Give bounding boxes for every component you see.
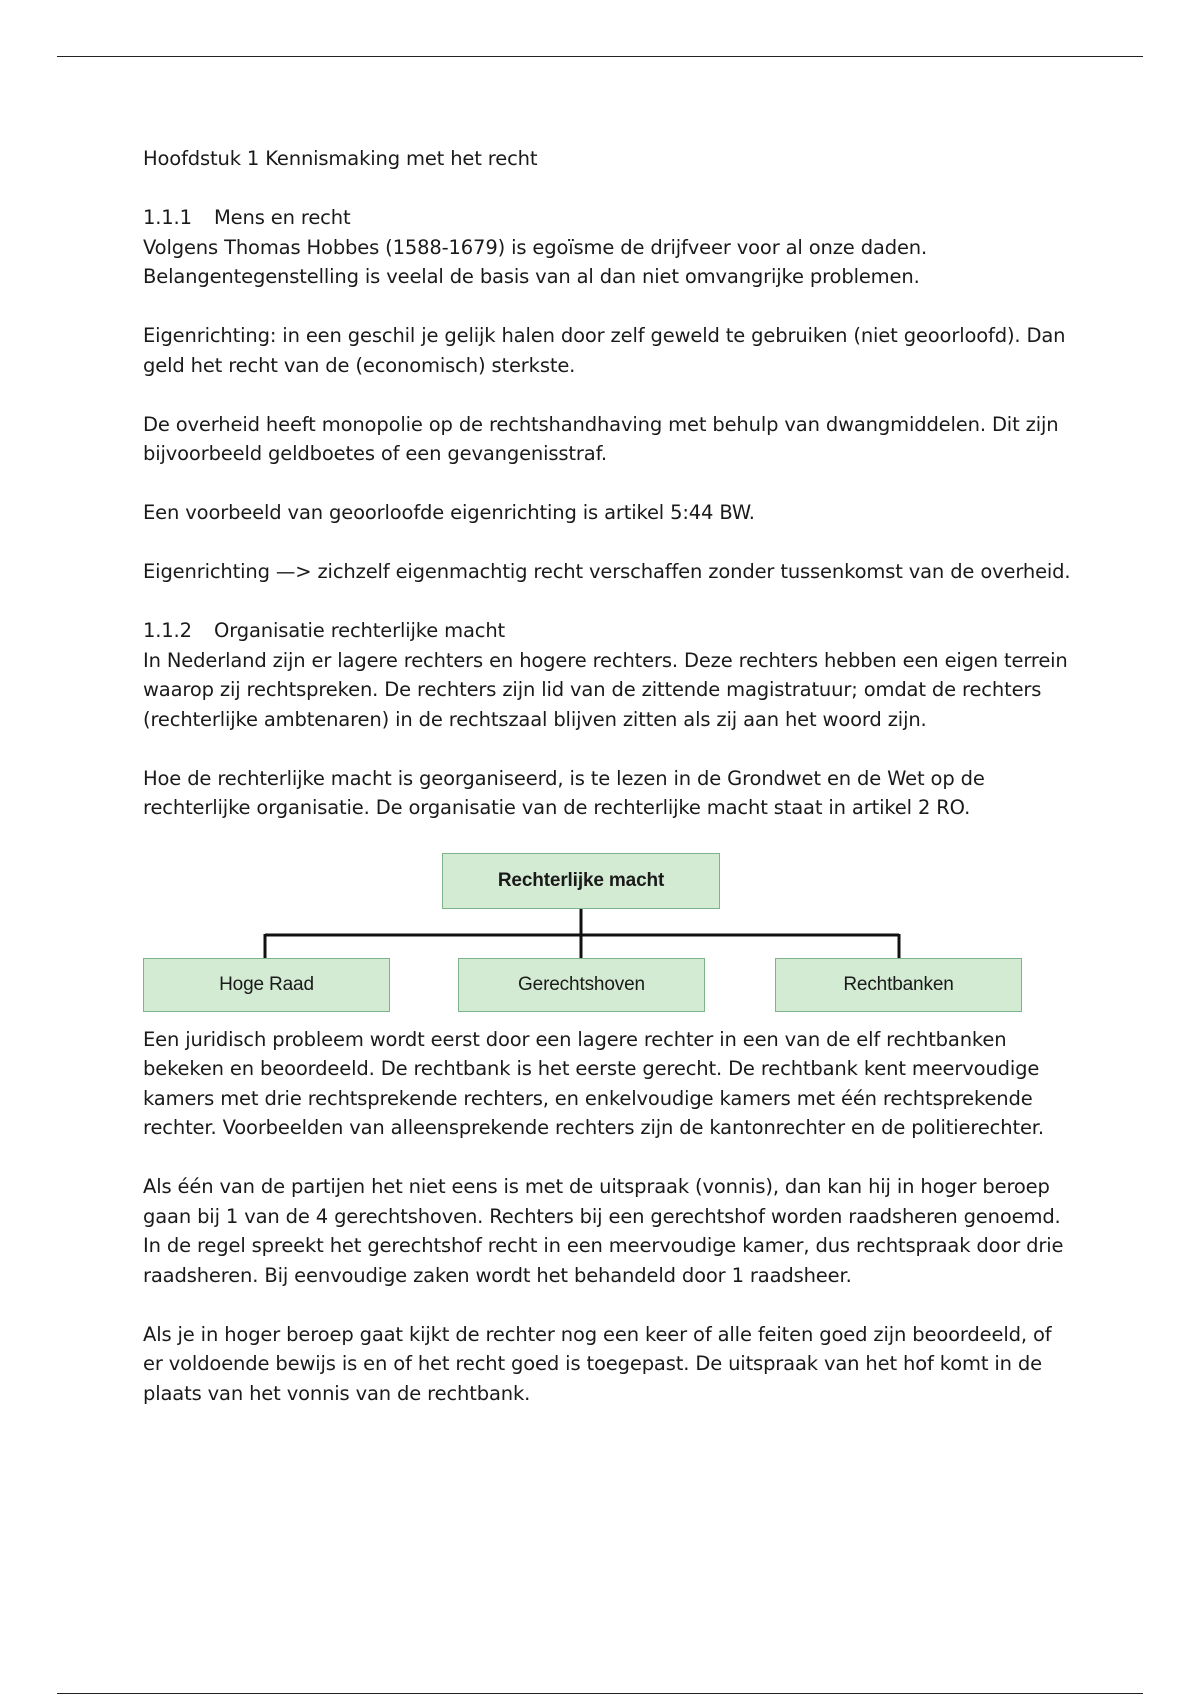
header-rule [57,56,1143,57]
paragraph: Een juridisch probleem wordt eerst door een lagere rechter in een van de elf rechtbanken bekeken en beoordeeld. De rechtbank is het eerste gerecht. De rechtbank kent meervoudige kamers met drie rechtsprekende rechters, en enkelvoudige kamers met één rechtsprekende rechter. Voorbeelden van alleensprekende rechters zijn de kantonrechter en de politierechter. [143,1027,1044,1139]
spacer [143,734,1073,764]
section-heading-1-1-1 [143,203,1073,233]
paragraph: Als je in hoger beroep gaat kijkt de rechter nog een keer of alle feiten goed zijn beoordeeld, of er voldoende bewijs is en of het recht goed is toegepast. De uitspraak van het hof komt in de plaats van het vonnis van de rechtbank. [143,1322,1052,1405]
section-title: Mens en recht [214,206,351,229]
spacer [143,1290,1073,1320]
document-body [143,144,1073,1408]
paragraph: Volgens Thomas Hobbes (1588-1679) is egoïsme de drijfveer voor al onze daden. Belangentegenstelling is veelal de basis van al dan niet omvangrijke problemen. [143,235,928,288]
spacer [143,587,1073,617]
spacer [143,292,1073,322]
section-number: 1.1.1 [143,206,192,229]
org-root-box: Rechterlijke macht [442,853,720,909]
spacer [143,174,1073,204]
paragraph: Als één van de partijen het niet eens is met de uitspraak (vonnis), dan kan hij in hoger beroep gaan bij 1 van de 4 gerechtshoven. Rechters bij een gerechtshof worden raadsheren genoemd. In de regel spreekt het gerechtshof recht in een meervoudige kamer, dus rechtspraak door drie raadsheren. Bij eenvoudige zaken wordt het behandeld door 1 raadsheer. [143,1175,1064,1287]
chapter-title: Hoofdstuk 1 Kennismaking met het recht [143,147,538,170]
paragraph: Eigenrichting —> zichzelf eigenmachtig recht verschaffen zonder tussenkomst van de overheid. [143,560,1071,583]
paragraph: In Nederland zijn er lagere rechters en hogere rechters. Deze rechters hebben een eigen terrein waarop zij rechtspreken. De rechters zijn lid van de zittende magistratuur; omdat de rechters (rechterlijke ambtenaren) in de rechtszaal blijven zitten als zij aan het woord zijn. [143,648,1068,731]
paragraph: Een voorbeeld van geoorloofde eigenrichting is artikel 5:44 BW. [143,501,755,524]
spacer [143,528,1073,558]
spacer [143,469,1073,499]
spacer [143,1143,1073,1173]
spacer [143,380,1073,410]
org-child-box-hoge-raad: Hoge Raad [143,958,390,1012]
footer-rule [57,1693,1143,1694]
section-title: Organisatie rechterlijke macht [214,619,506,642]
section-heading-1-1-2 [143,616,1073,646]
paragraph: Eigenrichting: in een geschil je gelijk halen door zelf geweld te gebruiken (niet geoorloofd). Dan geld het recht van de (economisch) sterkste. [143,324,1066,377]
org-child-box-rechtbanken: Rechtbanken [775,958,1022,1012]
section-number: 1.1.2 [143,619,192,642]
org-child-box-gerechtshoven: Gerechtshoven [458,958,705,1012]
paragraph: De overheid heeft monopolie op de rechtshandhaving met behulp van dwangmiddelen. Dit zijn bijvoorbeeld geldboetes of een gevangenisstraf. [143,412,1059,465]
org-chart-diagram [143,845,1043,1021]
paragraph: Hoe de rechterlijke macht is georganiseerd, is te lezen in de Grondwet en de Wet op de rechterlijke organisatie. De organisatie van de rechterlijke macht staat in artikel 2 RO. [143,766,985,819]
